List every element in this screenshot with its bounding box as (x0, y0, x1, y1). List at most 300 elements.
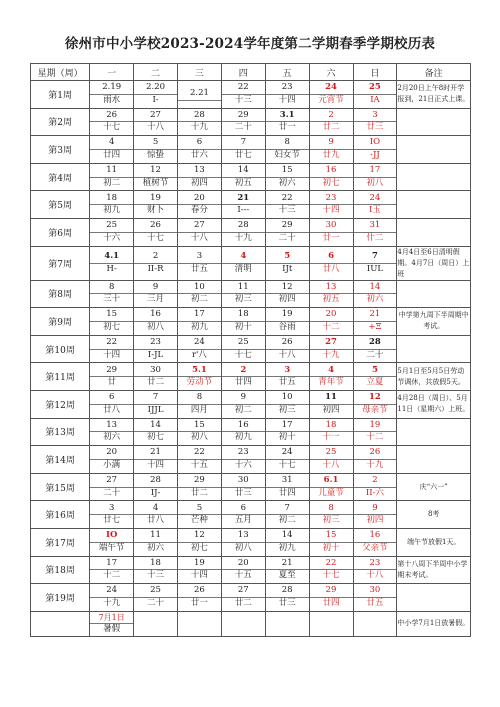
day-number: 4 (240, 251, 247, 262)
day-number: 17 (369, 165, 381, 176)
empty-cell (265, 611, 309, 636)
week-row (31, 528, 471, 556)
day-cell (178, 191, 222, 219)
day-cell (221, 528, 265, 556)
day-cell (265, 528, 309, 556)
header-row (31, 64, 471, 81)
day-number: 22 (325, 557, 337, 568)
week-note: 5月1日至5月5日劳动节调休，共放假5天。 (397, 363, 471, 391)
day-cell (221, 473, 265, 501)
day-sub: 初五 (222, 177, 265, 190)
day-sub: 廿四 (222, 376, 265, 389)
day-cell (90, 218, 134, 246)
day-cell-sat (309, 418, 353, 446)
day-cell-sun (353, 335, 397, 363)
day-cell (90, 108, 134, 136)
day-number: 12 (369, 392, 381, 403)
day-number: 11 (325, 392, 337, 403)
week-note: 2月20日上午8时开学报到，21日正式上课。 (397, 81, 471, 109)
day-number: 20 (237, 557, 249, 568)
day-cell-sun (353, 501, 397, 529)
week-label: 第6周 (31, 218, 90, 246)
summer-note: 中小学7月1日放暑假。 (397, 611, 471, 636)
day-number: 9 (152, 281, 159, 292)
day-sub: 三月 (134, 293, 177, 306)
day-sub: 妇女节 (266, 149, 309, 162)
day-sub: 什二 (354, 232, 397, 245)
summer-label: 暑假 (103, 624, 121, 635)
day-cell-sat (309, 390, 353, 418)
day-cell (265, 390, 309, 418)
day-sub: 十七 (134, 232, 177, 245)
day-sub: 初七 (310, 177, 353, 190)
day-number: 21 (150, 447, 161, 458)
day-number: 27 (150, 109, 161, 120)
day-cell (134, 218, 178, 246)
day-number: 14 (369, 281, 381, 292)
empty-cell (353, 611, 397, 636)
day-sub: r'八 (178, 349, 221, 362)
day-cell-sun (353, 446, 397, 474)
day-number: 15 (194, 419, 205, 430)
week-note (397, 446, 471, 474)
calendar-table (30, 63, 471, 637)
day-cell (178, 501, 222, 529)
day-number: 17 (281, 419, 293, 430)
day-cell (265, 163, 309, 191)
day-number: 4 (152, 502, 159, 513)
day-number: 29 (106, 364, 118, 375)
day-cell (265, 363, 309, 391)
day-cell (178, 81, 222, 109)
day-sub: 十四 (90, 349, 133, 362)
day-number: 24 (194, 337, 205, 348)
day-number: 26 (281, 337, 293, 348)
day-number: 24 (281, 447, 293, 458)
day-number: 26 (106, 109, 118, 120)
day-number: 30 (369, 585, 381, 596)
day-cell (134, 335, 178, 363)
day-number: IO (369, 137, 381, 148)
day-sub: 十五 (222, 569, 265, 582)
day-number: 26 (194, 585, 205, 596)
day-number: 13 (106, 419, 118, 430)
day-number: 6 (328, 251, 335, 262)
day-sub: IJt (266, 263, 309, 276)
week-label: 第8周 (31, 280, 90, 308)
week-label: 第10周 (31, 335, 90, 363)
day-number: 22 (281, 192, 293, 203)
week-label: 第14周 (31, 446, 90, 474)
day-sub: 春分 (178, 204, 221, 217)
week-note (397, 335, 471, 363)
day-cell-sat (309, 108, 353, 136)
day-sub: 二十 (354, 349, 397, 362)
week-note (397, 136, 471, 164)
day-number: 3 (108, 502, 115, 513)
week-row (31, 108, 471, 136)
day-cell (90, 473, 134, 501)
day-sub: 初六 (266, 177, 309, 190)
week-row (31, 446, 471, 474)
day-cell (265, 280, 309, 308)
day-sub: 夏至 (266, 569, 309, 582)
day-number: 13 (325, 281, 337, 292)
day-number: IO (105, 530, 118, 541)
day-number: 27 (106, 475, 118, 486)
day-number: 27 (325, 337, 337, 348)
day-cell-sat (309, 473, 353, 501)
day-cell (265, 335, 309, 363)
day-cell (221, 363, 265, 391)
week-note (397, 218, 471, 246)
day-cell-sat (309, 363, 353, 391)
day-cell (134, 246, 178, 280)
day-number: 22 (106, 337, 118, 348)
day-cell-sun (353, 218, 397, 246)
day-cell (178, 418, 222, 446)
day-cell (221, 446, 265, 474)
day-sub: 初二 (178, 293, 221, 306)
day-number: 24 (325, 82, 337, 93)
day-number: 21 (237, 192, 250, 203)
day-number: 28 (150, 475, 161, 486)
day-number: 12 (194, 530, 205, 541)
week-label: 第1周 (31, 81, 90, 109)
day-cell (90, 163, 134, 191)
day-number: 6 (196, 137, 203, 148)
week-note (397, 108, 471, 136)
day-sub: 青年节 (310, 376, 353, 389)
week-note: 第十八周下半周中小学期末考试。 (397, 556, 471, 584)
day-number: 3 (284, 364, 291, 375)
day-cell (134, 418, 178, 446)
day-sub: H- (90, 263, 133, 276)
day-sub: 廿五 (354, 597, 397, 610)
day-cell (134, 108, 178, 136)
header-note: 备注 (397, 64, 471, 81)
day-cell (134, 163, 178, 191)
day-cell (90, 528, 134, 556)
day-cell-sun (353, 280, 397, 308)
day-cell (178, 584, 222, 612)
day-cell (265, 473, 309, 501)
day-sub: 小满 (90, 459, 133, 472)
day-sub: 初九 (266, 542, 309, 555)
day-sub: 廿九 (310, 149, 353, 162)
day-sub: 父亲节 (354, 542, 397, 555)
day-sub: 十三 (222, 94, 265, 107)
day-number: 9 (372, 502, 378, 513)
day-sub: 廿四 (310, 597, 353, 610)
day-number: 10 (281, 392, 293, 403)
day-cell-sun (353, 308, 397, 336)
day-number: 23 (150, 337, 161, 348)
day-sub: 十九 (178, 121, 221, 134)
day-sub: 芒种 (178, 514, 221, 527)
day-cell (265, 191, 309, 219)
day-sub: 初三 (310, 514, 353, 527)
day-cell (221, 584, 265, 612)
day-number: 22 (237, 82, 249, 93)
day-sub: 初九 (222, 431, 265, 444)
day-number: 20 (194, 192, 205, 203)
day-sub: 三十 (90, 293, 133, 306)
day-cell (90, 335, 134, 363)
day-number: 23 (237, 447, 249, 458)
day-cell-sat (309, 218, 353, 246)
day-cell (221, 246, 265, 280)
day-number: 23 (369, 557, 381, 568)
day-cell-sat (309, 163, 353, 191)
day-number: 27 (194, 220, 205, 231)
week-note: 4月4日至6日清明假期。4月7日（周日）上班 (397, 246, 471, 280)
day-cell-sun (353, 246, 397, 280)
summer-date: 7月1日 (90, 612, 133, 624)
day-cell (221, 335, 265, 363)
day-number: 18 (237, 309, 249, 320)
day-cell (90, 446, 134, 474)
week-label: 第18周 (31, 556, 90, 584)
day-number: 19 (369, 419, 381, 430)
day-cell (90, 308, 134, 336)
day-cell (178, 556, 222, 584)
day-sub: 财卜 (134, 204, 177, 217)
summer-row (31, 611, 471, 636)
day-sub: 谷雨 (266, 321, 309, 334)
day-sub: 廿七 (222, 149, 265, 162)
header-fri: 五 (265, 64, 309, 81)
day-number: 29 (237, 109, 249, 120)
day-number: 16 (325, 165, 337, 176)
day-sub: 十八 (310, 459, 353, 472)
day-cell (221, 218, 265, 246)
day-number: 19 (281, 309, 293, 320)
week-note: 端午节放假1天。 (397, 528, 471, 556)
week-label: 第2周 (31, 108, 90, 136)
day-sub: 十三 (134, 569, 177, 582)
day-sub: 初二 (90, 177, 133, 190)
day-cell (221, 191, 265, 219)
day-sub: 廿六 (178, 149, 221, 162)
day-number: 20 (106, 447, 118, 458)
week-row (31, 363, 471, 391)
day-sub: 二十 (134, 597, 177, 610)
day-number: 28 (369, 337, 381, 348)
week-row (31, 584, 471, 612)
day-cell (265, 218, 309, 246)
day-cell (265, 446, 309, 474)
day-cell (221, 556, 265, 584)
day-cell (178, 335, 222, 363)
day-sub: 初五 (310, 293, 353, 306)
empty-cell (178, 611, 222, 636)
week-label: 第4周 (31, 163, 90, 191)
day-cell-sun (353, 108, 397, 136)
day-number: 4 (108, 137, 115, 148)
week-label: 第16周 (31, 501, 90, 529)
day-cell (265, 136, 309, 164)
day-cell (221, 108, 265, 136)
day-sub: 廿二 (310, 121, 353, 134)
day-sub (178, 100, 221, 101)
day-number: 16 (150, 309, 161, 320)
day-cell (134, 363, 178, 391)
day-number: 2.21 (189, 88, 209, 99)
day-number: 29 (281, 220, 293, 231)
day-cell-sat (309, 81, 353, 109)
day-number: 19 (194, 557, 205, 568)
day-number: 31 (369, 220, 381, 231)
day-number: 11 (237, 281, 249, 292)
day-sub: IJJL (134, 404, 177, 417)
day-sub: 廿三 (222, 487, 265, 500)
day-sub: 初二 (266, 514, 309, 527)
week-row (31, 280, 471, 308)
day-sub: 初三 (222, 293, 265, 306)
day-cell (265, 556, 309, 584)
day-cell-sun (353, 136, 397, 164)
day-sub: 初八 (354, 177, 397, 190)
day-cell-sat (309, 501, 353, 529)
day-sub: I玉 (354, 204, 397, 217)
day-number: 5.1 (192, 364, 207, 375)
day-number: 6 (108, 392, 115, 403)
day-cell (178, 363, 222, 391)
day-number: 15 (106, 309, 118, 320)
day-cell (90, 418, 134, 446)
day-sub: 儿童节 (310, 487, 353, 500)
day-cell (178, 280, 222, 308)
day-number: 26 (150, 220, 161, 231)
day-number: 24 (106, 585, 118, 596)
day-number: 19 (150, 192, 161, 203)
day-number: 2.20 (146, 82, 166, 93)
week-row (31, 501, 471, 529)
week-note (397, 191, 471, 219)
day-number: 7 (152, 392, 159, 403)
day-number: 8 (108, 281, 115, 292)
day-number: 2 (372, 475, 378, 486)
week-label: 第15周 (31, 473, 90, 501)
day-sub: 劳动节 (178, 376, 221, 389)
day-cell (178, 308, 222, 336)
day-sub: 十七 (310, 569, 353, 582)
day-cell (134, 81, 178, 109)
week-row (31, 81, 471, 109)
day-cell (265, 308, 309, 336)
day-cell (221, 308, 265, 336)
day-number: 18 (106, 192, 118, 203)
day-sub: 廿八 (310, 263, 353, 276)
week-label: 第13周 (31, 418, 90, 446)
day-number: 29 (194, 475, 205, 486)
day-number: 13 (237, 530, 249, 541)
day-cell (178, 446, 222, 474)
day-cell (90, 363, 134, 391)
day-sub: 初八 (134, 321, 177, 334)
day-cell-sun (353, 418, 397, 446)
week-note (397, 418, 471, 446)
day-sub: 初八 (178, 431, 221, 444)
day-cell-sat (309, 280, 353, 308)
day-number: 25 (325, 447, 337, 458)
empty-cell (134, 611, 178, 636)
page-title: 徐州市中小学校2023-2024学年度第二学期春季学期校历表 (64, 36, 436, 52)
day-sub: 清明 (222, 263, 265, 276)
day-number: 12 (281, 281, 293, 292)
day-number: 23 (325, 192, 337, 203)
week-row (31, 418, 471, 446)
day-sub: 初七 (134, 431, 177, 444)
day-number: 5 (284, 251, 291, 262)
day-cell (221, 163, 265, 191)
day-cell-sun (353, 556, 397, 584)
day-cell (178, 473, 222, 501)
day-number: 17 (194, 309, 205, 320)
day-sub: 十四 (178, 569, 221, 582)
day-sub: 廿一 (310, 232, 353, 245)
day-cell (134, 584, 178, 612)
day-number: 5 (152, 137, 159, 148)
day-sub: 初十 (266, 431, 309, 444)
header-wed: 三 (178, 64, 222, 81)
day-sub: 廿二 (178, 487, 221, 500)
day-number: 14 (281, 530, 293, 541)
day-sub: 初六 (354, 293, 397, 306)
day-number: 21 (281, 557, 293, 568)
day-number: 2 (152, 251, 159, 262)
day-sub: 廿五 (178, 263, 221, 276)
day-number: 8 (196, 392, 203, 403)
day-cell (265, 246, 309, 280)
header-week: 星期（周） (31, 64, 90, 81)
day-sub: 十七 (90, 121, 133, 134)
day-cell-sat (309, 528, 353, 556)
day-sub: 十九 (310, 349, 353, 362)
day-number: 26 (369, 447, 381, 458)
day-sub: 端午节 (90, 542, 133, 555)
day-number: 8 (284, 137, 290, 148)
day-cell (134, 390, 178, 418)
week-label: 第12周 (31, 390, 90, 418)
day-sub: 初四 (178, 177, 221, 190)
week-note: 中学第九周下半周期中考试。 (397, 308, 471, 336)
day-number: 20 (325, 309, 337, 320)
day-cell (221, 418, 265, 446)
week-label: 第3周 (31, 136, 90, 164)
day-sub: 十八 (134, 121, 177, 134)
day-sub: 十九 (222, 232, 265, 245)
header-thu: 四 (221, 64, 265, 81)
day-sub: 雨水 (90, 94, 133, 107)
day-number: 17 (106, 557, 118, 568)
day-sub: 十三 (266, 204, 309, 217)
day-cell (221, 501, 265, 529)
day-cell (134, 280, 178, 308)
week-label: 第11周 (31, 363, 90, 391)
day-number: 4.1 (104, 251, 120, 262)
day-sub: 初八 (222, 542, 265, 555)
day-sub: II-R (134, 263, 177, 276)
day-cell (221, 280, 265, 308)
day-sub: 元宵节 (310, 94, 353, 107)
day-number: 21 (369, 309, 381, 320)
day-number: 4 (328, 364, 335, 375)
day-sub: 十八 (266, 349, 309, 362)
day-sub: 廿一 (178, 597, 221, 610)
day-cell-sat (309, 584, 353, 612)
